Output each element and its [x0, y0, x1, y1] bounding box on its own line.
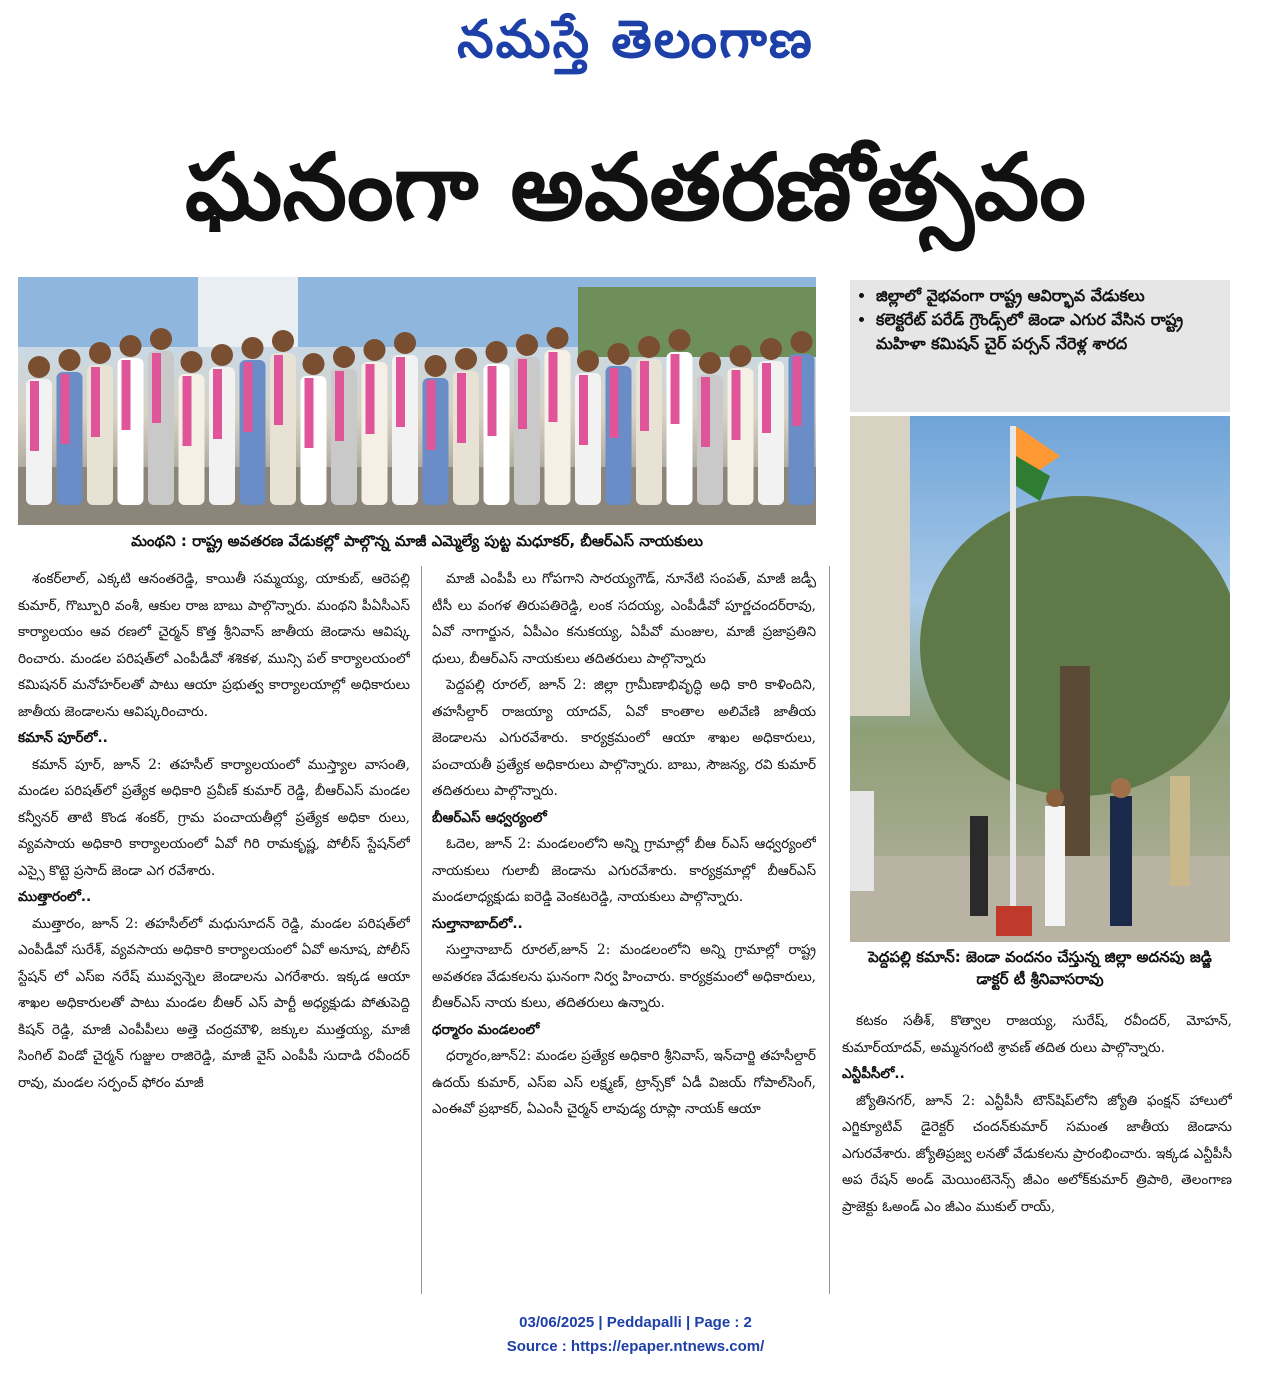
article-paragraph: ముత్తారం, జూన్ 2: తహసీల్‌లో మధుసూదన్ రెడ్డి, మండల పరిషత్‌లో ఎంపీడీవో సురేశ్, వ్యవసాయ అధికారి కార్యాలయంలో ఏవో అనూష, పోలీస్ స్టేషన్ లో ఎస్ఐ నరేష్ మువ్వన్నెల జెండాలను ఎగరేశారు. ఇక్కడ ఆయా శాఖల అధికారులతో పాటు మండల బీఆర్ ఎస్ పార్టీ అధ్యక్షుడు పోతుపెద్ది కిషన్ రెడ్డి, మాజీ ఎంపీపీలు అత్తె చంద్రమౌళి, జక్కుల ముత్తయ్య, మాజీ సింగిల్ విండో చైర్మన్ గుజ్జుల రాజిరెడ్డి, మాజీ వైస్ ఎంపీపీ సుదాడి రవీందర్ రావు, మండల సర్పంచ్ ఫోరం మాజీ [18, 915, 410, 1091]
pink-scarf [579, 375, 588, 445]
pink-scarf [274, 355, 283, 425]
crowd-head [272, 330, 294, 352]
pink-scarf [30, 381, 39, 451]
pink-scarf [152, 353, 161, 423]
crowd-head [242, 337, 264, 359]
crowd-head [669, 329, 691, 351]
pink-scarf [457, 373, 466, 443]
section-subheading: బీఆర్ఎస్ ఆధ్వర్యంలో [432, 809, 547, 826]
pink-scarf [183, 376, 192, 446]
highlight-item: • జిల్లాలో వైభవంగా రాష్ట్ర ఆవిర్భావ వేడుకలు [876, 284, 1224, 308]
pink-scarf [396, 357, 405, 427]
pink-scarf [427, 380, 436, 450]
pink-scarf [518, 359, 527, 429]
article-paragraph: మాజీ ఎంపీపీ లు గోపగాని సారయ్యగౌడ్, నూనేటి సంపత్, మాజీ జడ్పీ టీసీ లు వంగళ తిరుపతిరెడ్డి, లంక సదయ్య, ఎంపీడీవో పూర్ణచందర్‌రావు, ఏవో నాగార్జున, ఏపీఎం కనుకయ్య, ఏపీవో మంజుల, మాజీ ప్రజాప్రతిని ధులు, బీఆర్ఎస్ నాయకులు తదితరులు పాల్గొన్నారు [432, 571, 816, 667]
crowd-head [577, 350, 599, 372]
section-subheading: ముత్తారంలో.. [18, 889, 92, 905]
crowd-head [28, 356, 50, 378]
crowd-head [89, 342, 111, 364]
pink-scarf [610, 368, 619, 438]
article-paragraph: కమాన్ పూర్, జూన్ 2: తహసీల్ కార్యాలయంలో ముస్త్యాల వాసంతి, మండల పరిషత్‌లో ప్రత్యేక అధికారి ప్రవీణ్ కుమార్ రెడ్డి, బీఆర్ఎస్ మండల కన్వీనర్ తాటి కొండ శంకర్, గ్రామ పంచాయతీల్లో ప్రత్యేక అధికా రులు, వ్యవసాయ అధికారి కార్యాలయంలో ఏవో గిరి రామకృష్ణ, పోలీస్ స్టేషన్‌లో ఎస్సై కొట్టె ప్రసాద్ జెండా ఎగ రవేశారు. [18, 756, 410, 879]
side-photo-caption: పెద్దపల్లి కమాన్: జెండా వందనం చేస్తున్న జిల్లా అదనపు జడ్జి డాక్టర్ టీ శ్రీనివాసరావు [868, 948, 1212, 988]
article-paragraph: కటకం సతీశ్, కొత్వాల రాజయ్య, సురేష్, రవీందర్, మోహన్, కుమార్‌యాదవ్, అమ్మనగంటి శ్రావణ్ తదిత రులు పాల్గొన్నారు. [842, 1013, 1232, 1056]
article-paragraph: సుల్తానాబాద్ రూరల్,జూన్ 2: మండలంలోని అన్ని గ్రామాల్లో రాష్ట్ర అవతరణ వేడుకలను ఘనంగా నిర్వ హించారు. కార్యక్రమంలో అధికారులు, బీఆర్ఎస్ నాయ కులు, తదితరులు ఉన్నారు. [432, 942, 816, 1011]
crowd-head [333, 346, 355, 368]
pink-scarf [213, 369, 222, 439]
flag-hoisting-photo [850, 416, 1230, 942]
crowd-head [181, 351, 203, 373]
article-paragraph: ధర్మారం,జూన్2: మండల ప్రత్యేక అధికారి శ్రీనివాస్, ఇన్‌చార్జి తహసీల్దార్ ఉదయ్ కుమార్, ఎస్ఐ ఎస్ లక్ష్మణ్, ట్రాన్స్‌కో ఏడీ విజయ్ గోపాల్‌సింగ్, ఎంఈవో ప్రభాకర్, ఏఎంసీ చైర్మన్ లావుడ్య రూప్లా నాయక్ ఆయా [432, 1048, 816, 1117]
crowd-head [455, 348, 477, 370]
article-paragraph: శంకర్‌లాల్, ఎక్కటి ఆనంతరెడ్డి, కాయితీ సమ్మయ్య, యాకుబ్, ఆరెపల్లి కుమార్, గొబ్బూరి వంశీ, ఆకుల రాజ బాబు పాల్గొన్నారు. మంథని పీఏసీఎస్ కార్యాలయం ఆవ రణలో చైర్మన్ కొత్త శ్రీనివాస్ జాతీయ జెండాను ఆవిష్క రించారు. మండల పరిషత్‌లో ఎంపీడీవో శశికళ, మున్సి పల్ కార్యాలయంలో కమిషనర్ మనోహర్‌లతో పాటు ఆయా ప్రభుత్వ కార్యాలయాల్లో అధికారులు జాతీయ జెండాలను ఆవిష్కరించారు. [18, 571, 410, 720]
pink-scarf [305, 378, 314, 448]
article-paragraph: జ్యోతినగర్, జూన్ 2: ఎన్టీపీసీ టౌన్‌షిప్‌లోని జ్యోతి ఫంక్షన్ హాలులో ఎగ్జిక్యూటివ్ డైరెక్టర్ చందన్‌కుమార్ సమంత జాతీయ జెండాను ఎగురవేశారు. జ్యోతిప్రజ్వ లనతో వేడుకలను ప్రారంభించారు. ఇక్కడ ఎన్టీపీసీ అప రేషన్ అండ్ మెయింటెనెన్స్ జీఎం అలోక్‌కుమార్ త్రిపాఠి, తెలంగాణ ప్రాజెక్టు ఓఅండ్ ఎం జీఎం ముకుల్ రాయ్, [842, 1092, 1232, 1215]
crowd-head [730, 345, 752, 367]
crowd-head [699, 352, 721, 374]
section-subheading: ధర్మారం మండలంలో [432, 1021, 540, 1038]
main-photo-caption: మంథని : రాష్ట్ర అవతరణ వేడుకల్లో పాల్గొన్న మాజీ ఎమ్మెల్యే పుట్ట మధూకర్, బీఆర్ఎస్ నాయకులు [131, 532, 703, 550]
highlight-item: • కలెక్టరేట్ పరేడ్ గ్రౌండ్స్‌లో జెండా ఎగుర వేసిన రాష్ట్ర మహిళా కమిషన్ చైర్ పర్సన్ నేరెళ్ల శారద [876, 308, 1224, 356]
section-subheading: కమాన్ పూర్‌లో.. [18, 730, 108, 746]
group-photo-illustration [18, 277, 816, 525]
pink-scarf [732, 370, 741, 440]
crowd-head [120, 335, 142, 357]
crowd-head [608, 343, 630, 365]
pink-scarf [640, 361, 649, 431]
article-column-2 [432, 566, 816, 1294]
footer-source-line: Source : https://epaper.ntnews.com/ [506, 1338, 765, 1355]
crowd-head [547, 327, 569, 349]
crowd-head [150, 328, 172, 350]
pink-scarf [671, 354, 680, 424]
flag-hoisting-illustration [850, 416, 1230, 942]
article-paragraph: ఓదెల, జూన్ 2: మండలంలోని అన్ని గ్రామాల్లో బీఆ ర్ఎస్ ఆధ్వర్యంలో నాయకులు గులాబీ జెండాను ఎగురవేశారు. కార్యక్రమాల్లో బీఆర్ఎస్ మండలాధ్యక్షుడు ఐరెడ్డి వెంకటరెడ్డి, నాయకులు పాల్గొన్నారు. [432, 836, 816, 905]
section-subheading: సుల్తానాబాద్‌లో.. [432, 915, 523, 932]
pink-scarf [762, 363, 771, 433]
crowd-head [760, 338, 782, 360]
pink-scarf [335, 371, 344, 441]
article-paragraph: పెద్దపల్లి రూరల్, జూన్ 2: జిల్లా గ్రామీణాభివృద్ధి అధి కారి కాళిందిని, తహసీల్దార్ రాజయ్యా యాదవ్, ఏవో కాంతాల అలివేణి జాతీయ జెండాలను ఎగురవేశారు. కార్యక్రమంలో ఆయా శాఖల అధికారులు, పంచాయతీ ప్రత్యేక అధికారులు పాల్గొన్నారు. బాబు, సౌజన్య, రవి కుమార్ తదితరులు పాల్గొన్నారు. [432, 677, 816, 799]
pink-scarf [549, 352, 558, 422]
crowd-head [303, 353, 325, 375]
pink-scarf [488, 366, 497, 436]
group-photo [18, 277, 816, 525]
pink-scarf [244, 362, 253, 432]
column-divider [829, 566, 830, 1294]
pink-scarf [793, 356, 802, 426]
pink-scarf [701, 377, 710, 447]
section-subheading: ఎన్టీపీసీలో.. [842, 1066, 905, 1082]
crowd-head [638, 336, 660, 358]
article-column-1 [18, 566, 410, 1294]
crowd-head [59, 349, 81, 371]
crowd-head [394, 332, 416, 354]
crowd-head [486, 341, 508, 363]
crowd-head [516, 334, 538, 356]
crowd-head [364, 339, 386, 361]
pink-scarf [366, 364, 375, 434]
crowd-head [425, 355, 447, 377]
article-column-3 [842, 1008, 1232, 1294]
footer-date-line: 03/06/2025 | Peddapalli | Page : 2 [519, 1314, 752, 1331]
crowd-head [211, 344, 233, 366]
pink-scarf [61, 374, 70, 444]
masthead-logo: నమస్తే తెలంగాణ [457, 9, 814, 70]
pink-scarf [91, 367, 100, 437]
column-divider [421, 566, 422, 1294]
headline: ఘనంగా అవతరణోత్సవం [185, 134, 1086, 241]
highlights-box [850, 280, 1230, 412]
pink-scarf [122, 360, 131, 430]
crowd-head [791, 331, 813, 353]
